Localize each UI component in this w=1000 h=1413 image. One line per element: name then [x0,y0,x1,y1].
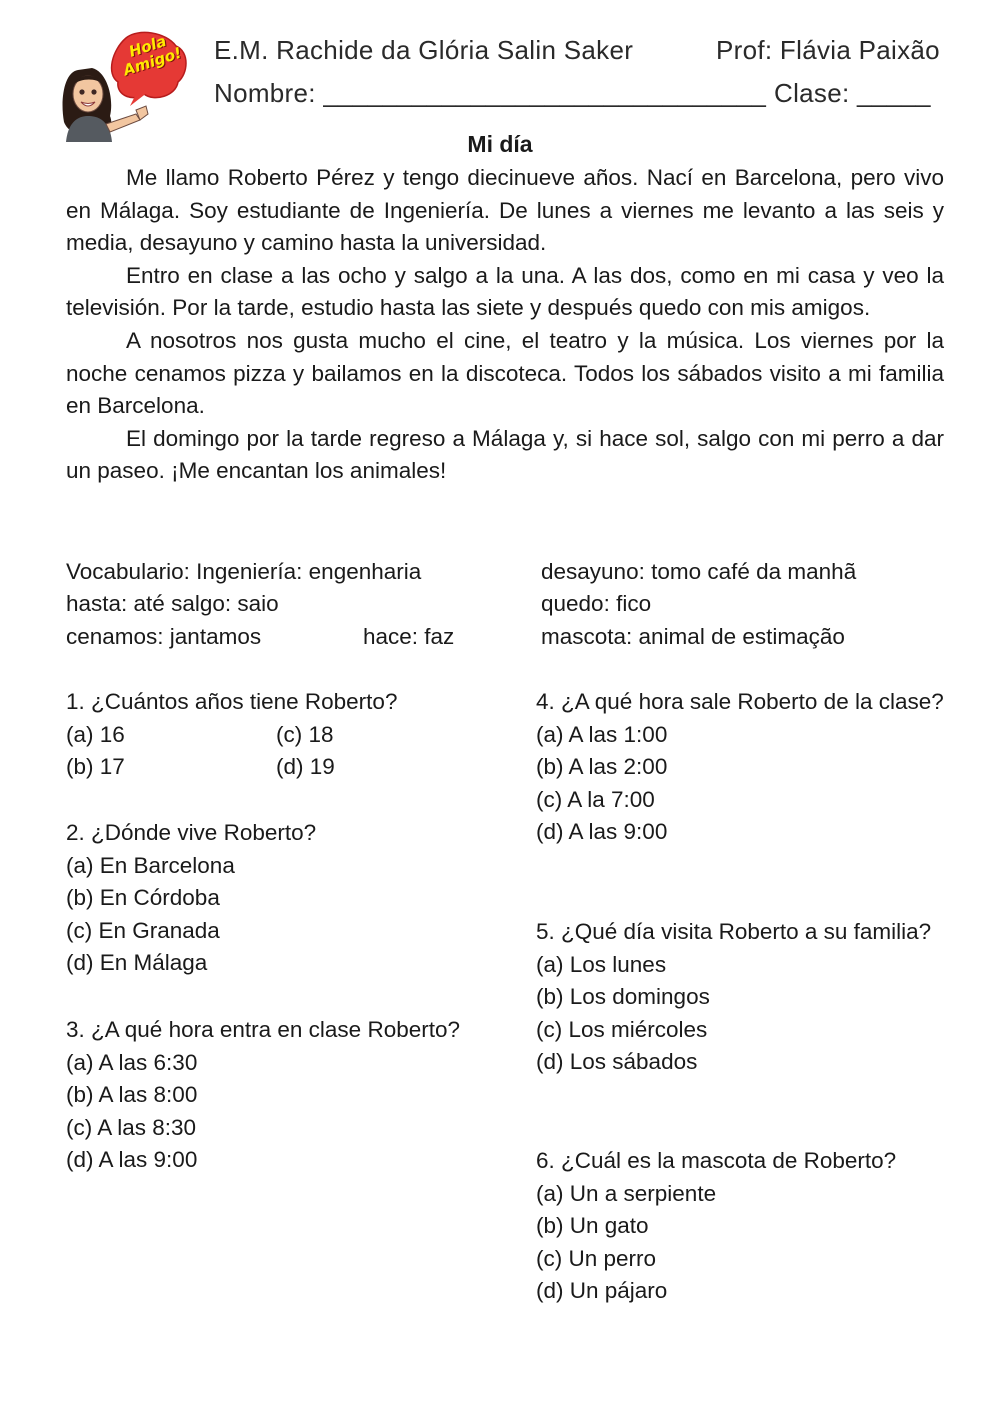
answer-option[interactable]: (c) En Granada [66,917,220,943]
answer-option[interactable]: (c) Los miércoles [536,1016,708,1042]
vocabulary-row: Vocabulario: Ingeniería: engenharia [66,559,422,584]
answer-option[interactable]: (b) Un gato [536,1213,649,1239]
teacher-name: Prof: Flávia Paixão [716,35,940,65]
paragraph: A nosotros nos gusta mucho el cine, el teatro y la música. Los viernes por la noche cenamos pizza y bailamos en la discoteca. Todos los sábados visito a mi familia en Barcelona. [66,327,944,419]
answer-option[interactable]: (b) Los domingos [536,984,710,1010]
answer-option[interactable]: (a) A las 6:30 [66,1049,198,1075]
answer-option[interactable]: (c) 18 [276,721,334,747]
answer-option[interactable]: (b) A las 8:00 [66,1082,198,1108]
paragraph: El domingo por la tarde regreso a Málaga y, si hace sol, salgo con mi perro a dar un paseo. ¡Me encantan los animales! [66,425,944,484]
vocabulary-row: hasta: até salgo: saio [66,591,279,616]
reading-title: Mi día [467,131,533,157]
answer-option[interactable]: (a) 16 [66,721,125,747]
question-stem: 3. ¿A qué hora entra en clase Roberto? [66,1017,461,1042]
school-name: E.M. Rachide da Glória Salin Saker [214,35,634,65]
question-3 [66,1014,475,1177]
answer-option[interactable]: (d) A las 9:00 [66,1147,198,1173]
paragraph: Entro en clase a las ocho y salgo a la una. A las dos, como en mi casa y veo la televisión. Por la tarde, estudio hasta las siete y después quedo con mis amigos. [66,262,944,321]
vocabulary-row: hace: faz [363,624,455,649]
vocabulary-row: quedo: fico [541,591,652,616]
answer-option[interactable]: (a) En Barcelona [66,852,235,878]
question-1 [66,686,486,784]
question-stem: 1. ¿Cuántos años tiene Roberto? [66,689,398,714]
question-stem: 5. ¿Qué día visita Roberto a su familia? [536,919,932,944]
question-6 [536,1145,956,1308]
answer-option[interactable]: (a) A las 1:00 [536,721,668,747]
answer-option[interactable]: (b) A las 2:00 [536,754,668,780]
question-4 [536,686,945,849]
question-stem: 2. ¿Dónde vive Roberto? [66,820,317,845]
answer-option[interactable]: (a) Los lunes [536,951,667,977]
vocabulary-row: desayuno: tomo café da manhã [541,559,857,584]
answer-option[interactable]: (c) Un perro [536,1245,657,1271]
answer-option[interactable]: (d) Un pájaro [536,1278,668,1304]
vocabulary-row: cenamos: jantamos [66,624,262,649]
answer-option[interactable]: (d) A las 9:00 [536,819,668,845]
answer-option[interactable]: (d) En Málaga [66,950,208,976]
reading-passage [66,162,944,488]
class-field[interactable]: Clase: _____ [774,78,931,108]
vocabulary-row: mascota: animal de estimação [541,624,845,649]
answer-option[interactable]: (b) 17 [66,754,125,780]
answer-option[interactable]: (c) A las 8:30 [66,1114,197,1140]
name-field[interactable]: Nombre: ______________________________ [214,78,767,108]
question-2 [66,817,486,980]
answer-option[interactable]: (d) Los sábados [536,1049,698,1075]
answer-option[interactable]: (c) A la 7:00 [536,786,655,812]
question-5 [536,916,945,1079]
logo-text: Hola Amigo! [121,31,184,80]
answer-option[interactable]: (b) En Córdoba [66,885,220,911]
question-stem: 6. ¿Cuál es la mascota de Roberto? [536,1148,897,1173]
answer-option[interactable]: (a) Un a serpiente [536,1180,717,1206]
question-stem: 4. ¿A qué hora sale Roberto de la clase? [536,689,944,714]
paragraph: Me llamo Roberto Pérez y tengo diecinueve años. Nací en Barcelona, pero vivo en Málaga. Soy estudiante de Ingeniería. De lunes a viernes me levanto a las seis y media, desayuno y camino hasta la universidad. [66,165,944,256]
answer-option[interactable]: (d) 19 [276,754,335,780]
